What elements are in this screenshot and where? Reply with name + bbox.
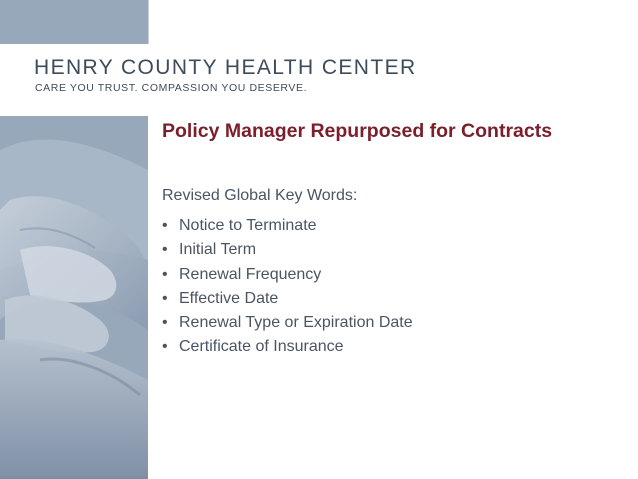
bullet-icon: • [162,241,168,259]
bullet-icon: • [162,217,168,234]
list-item [162,263,413,287]
header [0,44,638,116]
intro-text: Revised Global Key Words: [162,187,358,204]
list-item [162,335,413,359]
list-item [162,238,413,262]
top-band [148,0,638,44]
bullet-icon: • [162,289,168,307]
list-item-text: Effective Date [179,289,279,307]
list-item-text: Certificate of Insurance [179,338,344,356]
slide-content [148,116,638,479]
list-item-text: Initial Term [179,241,257,259]
bullet-icon: • [162,338,168,356]
keyword-list [162,214,413,360]
slide-title: Policy Manager Repurposed for Contracts [162,120,553,142]
bullet-icon: • [162,265,168,283]
list-item [162,287,413,311]
organization-name: HENRY COUNTY HEALTH CENTER [34,56,417,79]
tagline: CARE YOU TRUST. COMPASSION YOU DESERVE. [35,82,308,94]
list-item-text: Renewal Type or Expiration Date [179,314,413,332]
list-item-text: Notice to Terminate [179,217,317,234]
list-item [162,214,413,238]
top-divider [148,0,149,44]
list-item-text: Renewal Frequency [179,265,322,283]
bullet-icon: • [162,314,168,332]
list-item [162,311,413,335]
